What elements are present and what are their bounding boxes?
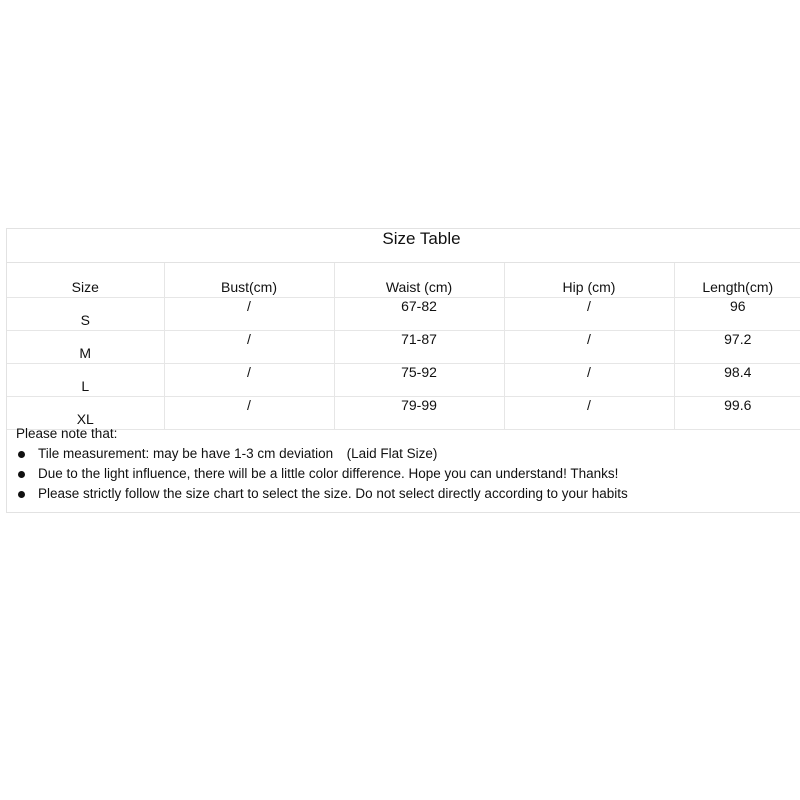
length-cell: 96 <box>674 298 800 331</box>
note-text: Tile measurement: may be have 1-3 cm deviation (Laid Flat Size) <box>38 446 438 461</box>
waist-cell: 75-92 <box>334 364 504 397</box>
size-table-title: Size Table <box>7 229 800 263</box>
bullet-icon <box>18 491 25 498</box>
hip-cell: / <box>504 298 674 331</box>
bust-cell: / <box>164 364 334 397</box>
note-text: Please strictly follow the size chart to select the size. Do not select directly according to your habits <box>38 486 628 501</box>
length-cell: 98.4 <box>674 364 800 397</box>
size-cell: M <box>7 331 164 364</box>
table-row <box>7 331 800 364</box>
column-header-bust: Bust(cm) <box>164 263 334 298</box>
list-item <box>16 484 628 504</box>
bullet-icon <box>18 451 25 458</box>
size-cell: L <box>7 364 164 397</box>
table-row <box>7 364 800 397</box>
bust-cell: / <box>164 298 334 331</box>
bullet-icon <box>18 471 25 478</box>
size-chart-panel <box>6 228 800 513</box>
length-cell: 97.2 <box>674 331 800 364</box>
bust-cell: / <box>164 331 334 364</box>
length-cell: 99.6 <box>674 397 800 430</box>
hip-cell: / <box>504 397 674 430</box>
notes-heading: Please note that: <box>16 426 118 441</box>
note-text: Due to the light influence, there will be a little color difference. Hope you can understand! Thanks! <box>38 466 619 481</box>
table-header-row <box>7 263 800 298</box>
waist-cell: 71-87 <box>334 331 504 364</box>
list-item <box>16 464 628 484</box>
size-table <box>7 263 800 430</box>
waist-cell: 79-99 <box>334 397 504 430</box>
notes-section <box>16 424 628 504</box>
hip-cell: / <box>504 331 674 364</box>
size-cell: XL <box>7 397 164 430</box>
column-header-hip: Hip (cm) <box>504 263 674 298</box>
size-cell: S <box>7 298 164 331</box>
column-header-waist: Waist (cm) <box>334 263 504 298</box>
waist-cell: 67-82 <box>334 298 504 331</box>
bust-cell: / <box>164 397 334 430</box>
column-header-size: Size <box>7 263 164 298</box>
list-item <box>16 444 628 464</box>
hip-cell: / <box>504 364 674 397</box>
table-row <box>7 298 800 331</box>
column-header-length: Length(cm) <box>674 263 800 298</box>
